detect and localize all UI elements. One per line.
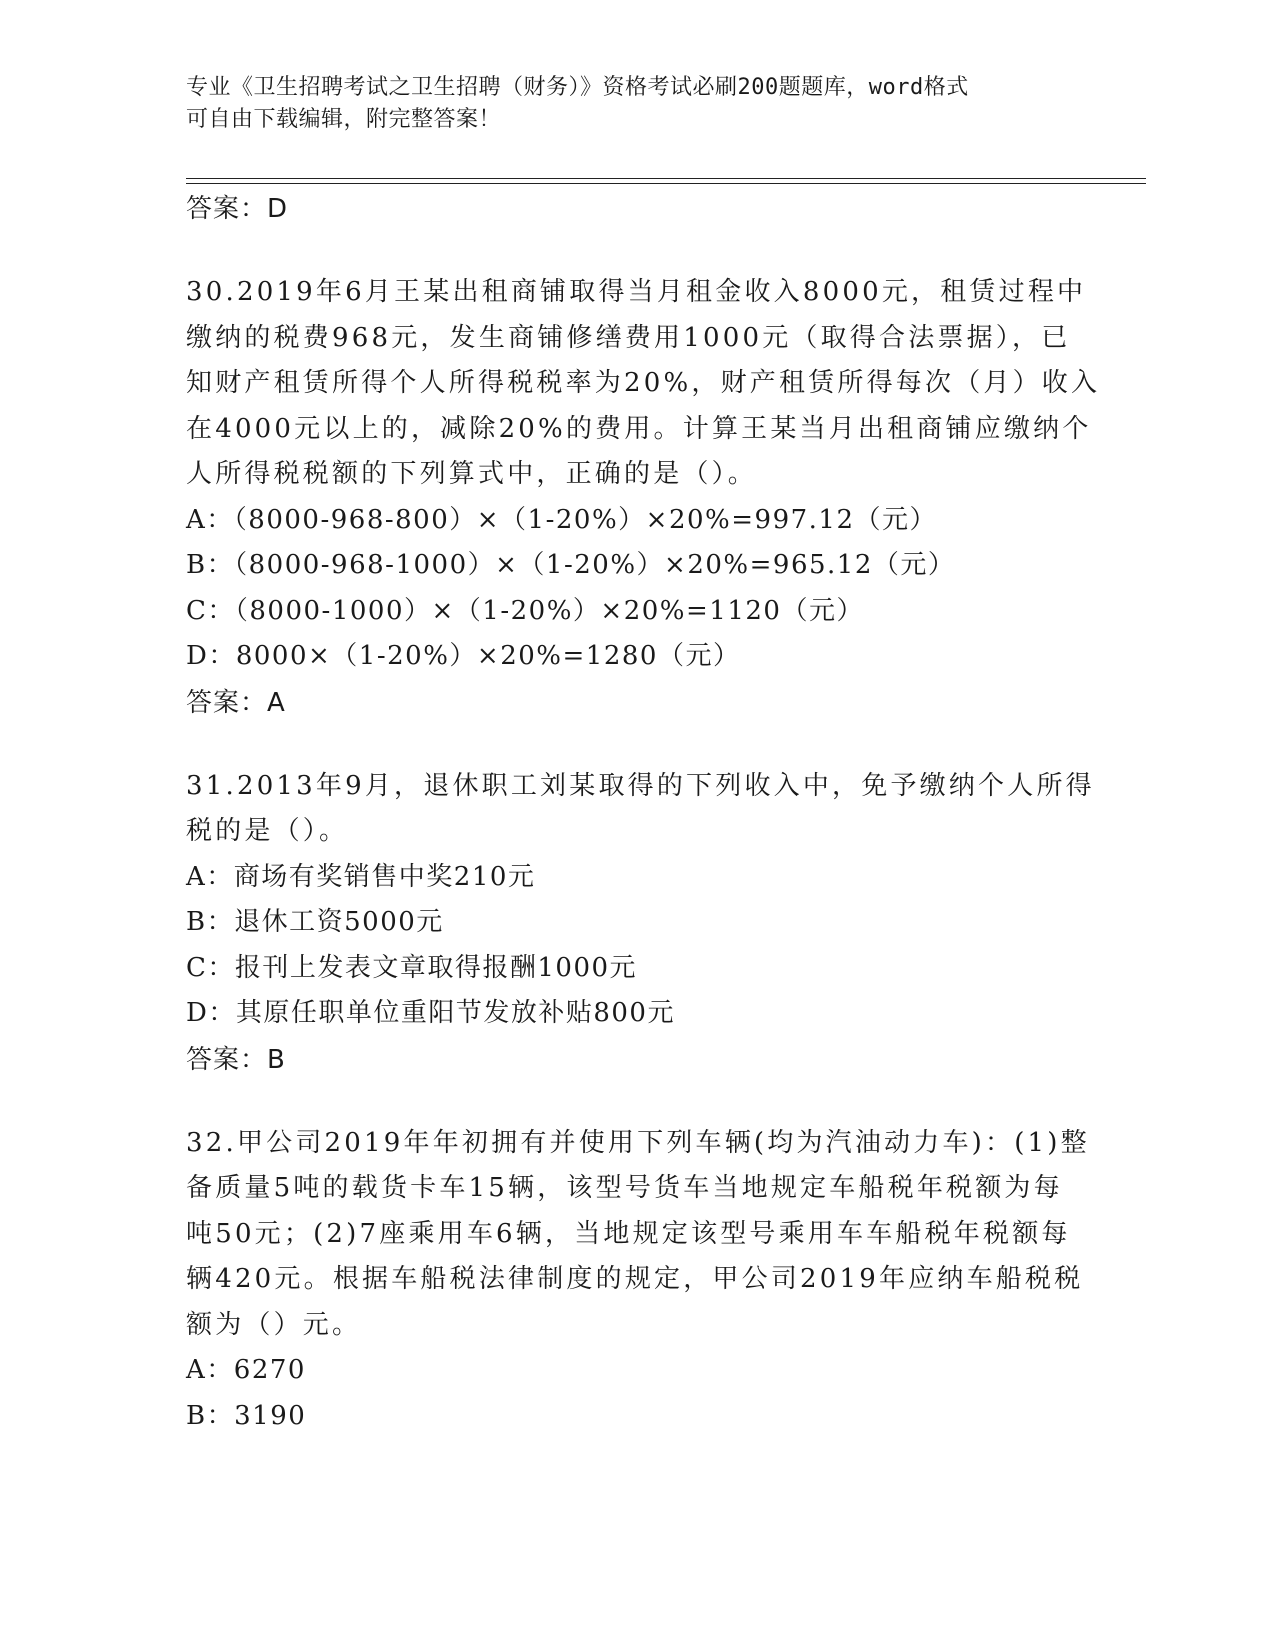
header-line-2: 可自由下载编辑，附完整答案！ [186, 107, 502, 132]
previous-answer: 答案：D [186, 194, 289, 224]
header-line-1: 专业《卫生招聘考试之卫生招聘（财务）》资格考试必刷200题题库，word格式 [186, 75, 969, 100]
option-b: B：3190 [186, 1400, 307, 1431]
question-line: 在4000元以上的，减除20%的费用。计算王某当月出租商铺应缴纳个 [186, 413, 1092, 444]
spacer [186, 232, 1086, 270]
option-d: D：8000×（1-20%）×20%=1280（元） [186, 641, 741, 671]
question-line: 吨50元；(2)7座乘用车6辆，当地规定该型号乘用车车船税年税额每 [186, 1218, 1071, 1249]
option-a: A：商场有奖销售中奖210元 [186, 861, 536, 892]
question-block [186, 764, 1095, 1083]
option-a: A：6270 [186, 1355, 306, 1385]
question-block [186, 1121, 1090, 1440]
question-line: 缴纳的税费968元，发生商铺修缮费用1000元（取得合法票据），已 [186, 322, 1071, 353]
question-text [186, 1121, 1090, 1349]
option-d: D：其原任职单位重阳节发放补贴800元 [186, 998, 675, 1028]
header-divider-top [186, 178, 1146, 179]
question-line: 人所得税税额的下列算式中，正确的是（）。 [186, 459, 758, 489]
answer-label: 答案：A [186, 687, 286, 718]
question-line: 备质量5吨的载货卡车15辆，该型号货车当地规定车船税年税额为每 [186, 1173, 1063, 1203]
question-line: 31.2013年9月，退休职工刘某取得的下列收入中，免予缴纳个人所得 [186, 770, 1095, 801]
header-divider-bottom [186, 183, 1146, 184]
page-header [186, 72, 1086, 136]
option-b: B：（8000-968-1000）×（1-20%）×20%=965.12（元） [186, 550, 956, 580]
question-block [186, 270, 1101, 726]
answer-label: 答案：B [186, 1044, 286, 1075]
question-line: 税的是（）。 [186, 816, 349, 846]
question-line: 辆420元。根据车船税法律制度的规定，甲公司2019年应纳车船税税 [186, 1264, 1084, 1294]
question-text [186, 764, 1095, 855]
document-body [186, 186, 1101, 1439]
option-b: B：退休工资5000元 [186, 907, 444, 937]
question-line: 知财产租赁所得个人所得税税率为20%，财产租赁所得每次（月）收入 [186, 368, 1101, 398]
spacer [186, 726, 1086, 764]
question-line: 32.甲公司2019年年初拥有并使用下列车辆(均为汽油动力车)：(1)整 [186, 1127, 1090, 1158]
question-text [186, 270, 1101, 498]
option-a: A：（8000-968-800）×（1-20%）×20%=997.12（元） [186, 504, 938, 535]
option-c: C：报刊上发表文章取得报酬1000元 [186, 952, 638, 983]
spacer [186, 1083, 1086, 1121]
question-line: 30.2019年6月王某出租商铺取得当月租金收入8000元，租赁过程中 [186, 277, 1087, 307]
question-line: 额为（）元。 [186, 1309, 362, 1340]
option-c: C：（8000-1000）×（1-20%）×20%=1120（元） [186, 595, 864, 626]
